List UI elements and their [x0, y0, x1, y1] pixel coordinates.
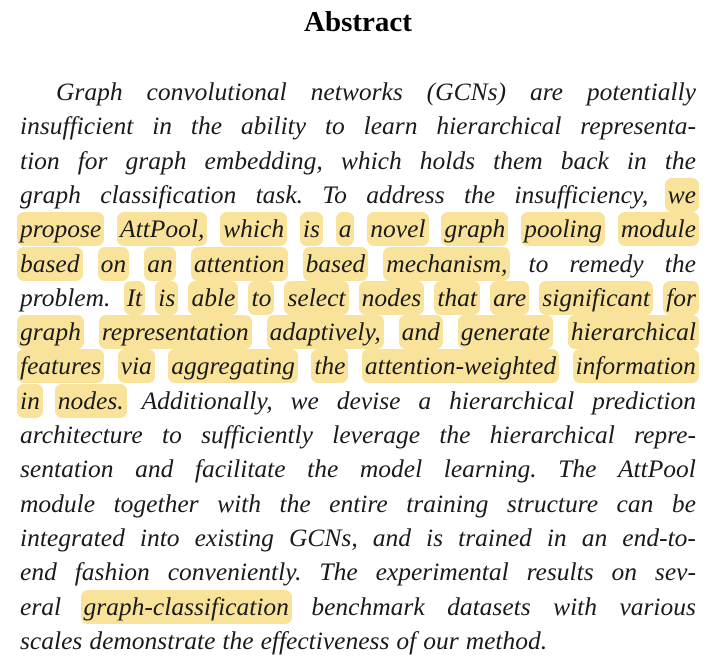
abstract-line: [20, 521, 696, 555]
word: Additionally,: [141, 385, 273, 415]
word: scales: [20, 625, 83, 655]
highlighted-word: It: [124, 281, 146, 315]
word: architecture: [20, 420, 143, 449]
word: facilitate: [194, 454, 286, 484]
word: be: [671, 488, 696, 518]
highlighted-word: based: [17, 247, 83, 281]
word: and: [372, 522, 411, 552]
word: ability: [240, 111, 307, 141]
highlighted-word: graph: [17, 315, 84, 349]
word: in: [152, 111, 173, 141]
word: holds: [419, 145, 476, 175]
word: are: [529, 77, 563, 106]
word: with: [553, 591, 598, 621]
word: GCNs,: [288, 522, 358, 552]
abstract-heading: Abstract: [304, 6, 412, 38]
word: graph: [125, 145, 187, 175]
word: with: [217, 488, 261, 518]
highlighted-word: adaptively,: [267, 315, 384, 349]
word: sentation: [20, 454, 114, 484]
word: we: [290, 385, 319, 415]
word: model: [359, 454, 423, 484]
highlighted-word: graph: [441, 212, 508, 246]
word: repre-: [634, 420, 696, 449]
word: effectiveness: [260, 625, 390, 655]
word: to: [162, 420, 182, 449]
abstract-line: [20, 487, 696, 521]
highlighted-word: nodes: [359, 281, 425, 315]
word: can: [616, 488, 654, 518]
highlighted-word: for: [663, 281, 699, 315]
word: structure: [506, 488, 599, 518]
word: The: [558, 454, 597, 484]
word: classification: [100, 179, 237, 209]
highlighted-word: attention: [191, 247, 288, 281]
word: results: [526, 557, 594, 587]
abstract-line: [20, 315, 696, 349]
highlighted-word: propose: [17, 212, 104, 246]
highlighted-word: novel: [367, 212, 428, 246]
highlighted-word: attention-weighted: [362, 349, 559, 383]
highlighted-word: aggregating: [168, 349, 298, 383]
word: representa-: [580, 111, 696, 141]
word: AttPool: [617, 454, 696, 484]
word: the: [279, 488, 311, 518]
word: the: [439, 420, 471, 449]
highlighted-word: hierarchical: [568, 315, 699, 349]
abstract-line: [56, 75, 696, 109]
highlighted-word: to: [248, 281, 274, 315]
word: together: [113, 488, 199, 518]
highlighted-word: we: [665, 178, 699, 212]
word: which: [340, 145, 402, 175]
word: for: [77, 145, 108, 175]
word: learn: [363, 111, 418, 141]
word: the: [222, 625, 254, 655]
word: sufficiently: [201, 420, 313, 449]
word: and: [135, 454, 174, 484]
word: remedy: [569, 248, 644, 278]
word: in: [546, 522, 567, 552]
highlighted-word: AttPool,: [117, 212, 207, 246]
word: integrated: [20, 522, 125, 552]
abstract-line: [20, 384, 696, 418]
highlighted-word: generate: [458, 315, 553, 349]
highlighted-word: which: [220, 212, 287, 246]
word: the: [664, 145, 696, 175]
abstract-line: [20, 247, 696, 281]
word: insufficiency,: [514, 179, 649, 209]
word: existing: [194, 522, 274, 552]
word: prediction: [592, 385, 696, 415]
highlighted-word: pooling: [521, 212, 605, 246]
highlighted-word: features: [17, 349, 104, 383]
word: address: [366, 179, 445, 209]
word: eral: [20, 591, 62, 621]
highlighted-word: is: [300, 212, 323, 246]
word: module: [20, 488, 96, 518]
word: various: [619, 591, 696, 621]
highlighted-word: based: [303, 247, 369, 281]
abstract-line: [20, 624, 696, 658]
highlighted-word: a: [336, 212, 355, 246]
word: learning.: [443, 454, 537, 484]
word: devise: [336, 385, 401, 415]
word: datasets: [447, 591, 531, 621]
word: conveniently.: [167, 557, 302, 587]
word: The: [319, 557, 358, 587]
highlighted-word: mechanism,: [383, 247, 510, 281]
abstract-line: [20, 144, 696, 178]
word: embedding,: [204, 145, 323, 175]
word: on: [611, 557, 638, 587]
abstract-line: [20, 349, 696, 383]
word: convolutional: [146, 77, 287, 106]
abstract-line: [20, 178, 696, 212]
abstract-line: [20, 212, 696, 246]
word: leverage: [332, 420, 421, 449]
word: a: [418, 385, 432, 415]
highlighted-word: the: [311, 349, 348, 383]
highlighted-word: module: [618, 212, 699, 246]
word: the: [664, 248, 696, 278]
highlighted-word: able: [188, 281, 238, 315]
highlighted-word: select: [284, 281, 348, 315]
highlighted-word: significant: [539, 281, 653, 315]
highlighted-word: nodes.: [55, 384, 127, 418]
word: the: [307, 454, 339, 484]
highlighted-word: is: [155, 281, 178, 315]
word: problem.: [20, 282, 111, 312]
word: potentially: [586, 77, 696, 106]
word: to: [324, 111, 345, 141]
abstract-line: [20, 452, 696, 486]
word: method.: [465, 625, 548, 655]
word: benchmark: [311, 591, 425, 621]
highlighted-word: via: [118, 349, 155, 383]
word: To: [322, 179, 347, 209]
word: experimental: [375, 557, 509, 587]
word: end-to-: [622, 522, 696, 552]
word: entire: [329, 488, 388, 518]
word: them: [493, 145, 543, 175]
word: hierarchical: [449, 385, 575, 415]
word: insufficient: [20, 111, 134, 141]
word: hierarchical: [489, 420, 615, 449]
word: networks: [310, 77, 403, 106]
word: back: [560, 145, 609, 175]
word: (GCNs): [426, 77, 507, 106]
highlighted-word: on: [98, 247, 130, 281]
word: is: [426, 522, 444, 552]
abstract-line: [20, 590, 696, 624]
abstract-line: [20, 281, 696, 315]
word: the: [463, 179, 496, 209]
word: training: [406, 488, 489, 518]
highlighted-word: in: [17, 384, 43, 418]
word: hierarchical: [436, 111, 562, 141]
word: Graph: [56, 77, 123, 106]
word: of: [396, 625, 417, 655]
word: demonstrate: [89, 625, 216, 655]
highlighted-word: representation: [99, 315, 252, 349]
word: sev-: [654, 557, 696, 587]
word: an: [581, 522, 608, 552]
word: the: [190, 111, 223, 141]
word: into: [139, 522, 180, 552]
highlighted-word: an: [144, 247, 176, 281]
word: task.: [255, 179, 304, 209]
abstract-line: [20, 109, 696, 143]
highlighted-word: graph-classification: [81, 590, 292, 624]
word: fashion: [74, 557, 150, 587]
highlighted-word: are: [490, 281, 529, 315]
word: tion: [20, 145, 60, 175]
highlighted-word: that: [434, 281, 480, 315]
word: graph: [20, 179, 81, 209]
word: end: [20, 557, 57, 587]
abstract-line: [20, 555, 696, 589]
highlighted-word: and: [399, 315, 443, 349]
word: trained: [458, 522, 532, 552]
word: in: [626, 145, 647, 175]
word: to: [528, 248, 549, 278]
abstract-line: [20, 418, 696, 452]
highlighted-word: information: [573, 349, 699, 383]
word: our: [423, 625, 459, 655]
